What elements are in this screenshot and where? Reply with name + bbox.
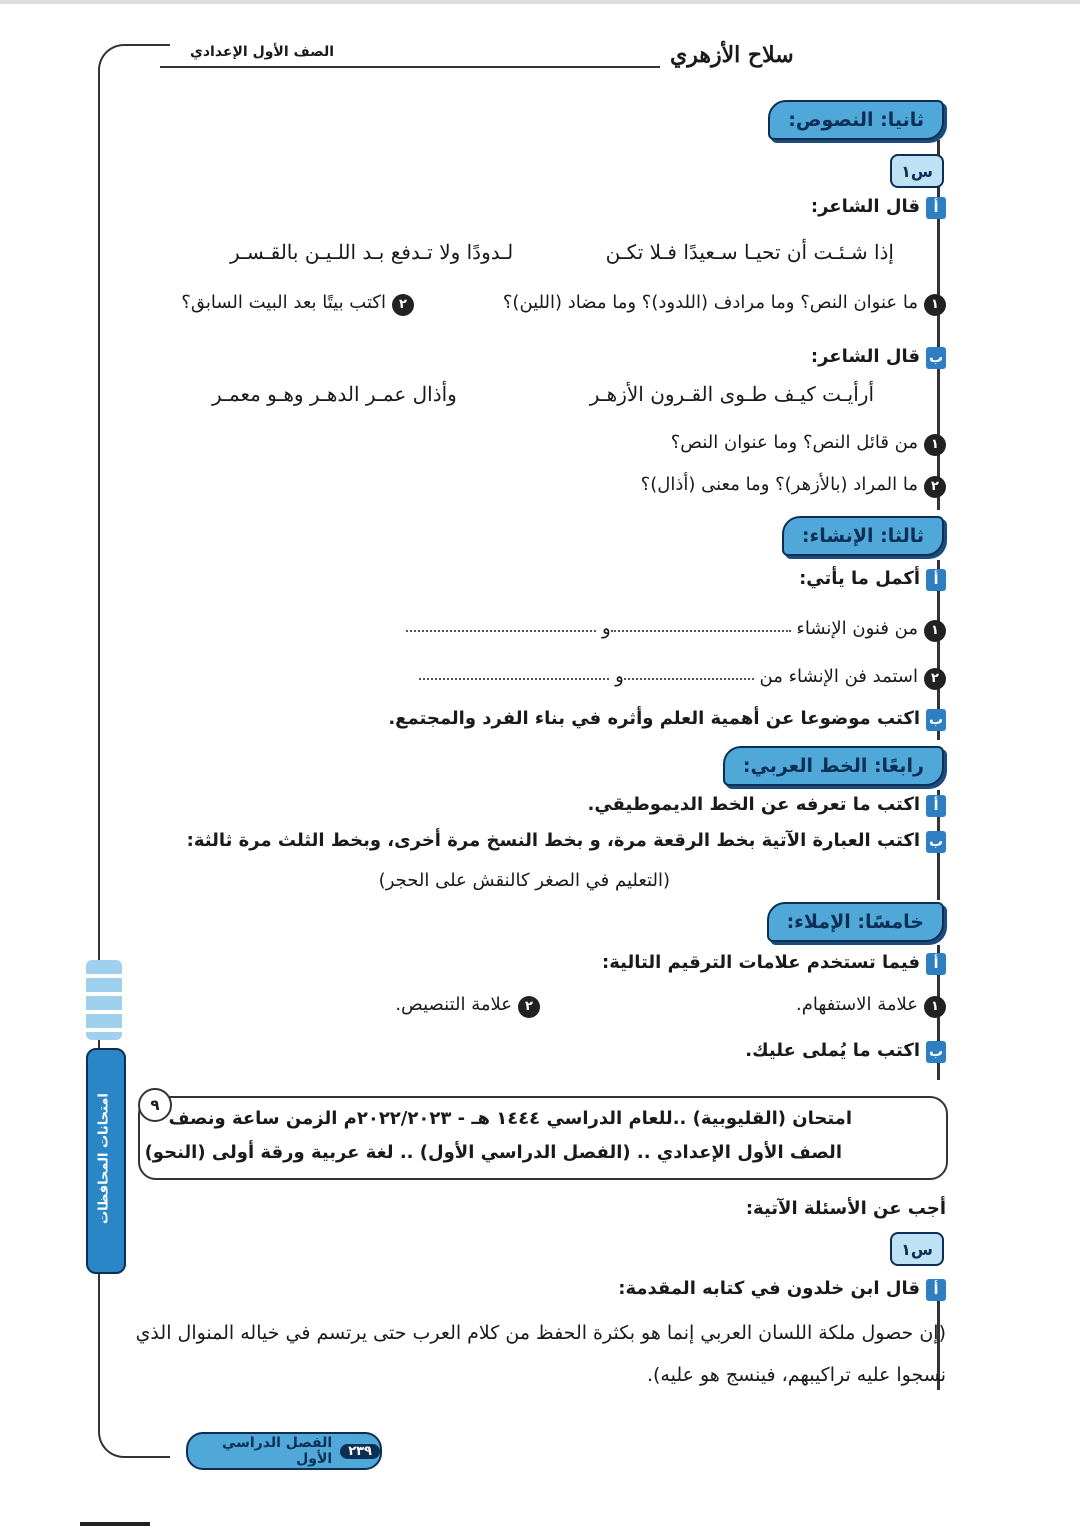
dictation-a-q1: ١علامة الاستفهام. [796,994,946,1018]
question-label: س١ [890,154,944,188]
composition-a-q1: ١من فنون الإنشاء و [406,618,946,642]
texts-b-title: بقال الشاعر: [811,346,946,369]
verse1-left: لـدودًا ولا تـدفع بـد اللـيـن بالقـسـر [230,240,514,264]
exam-number-badge: ٩ [138,1088,172,1122]
top-edge [0,0,1080,4]
verse2-right: أرأيـت كيـف طـوى القـرون الأزهـر [589,382,874,406]
answer-a-title: أقال ابن خلدون في كتابه المقدمة: [618,1278,946,1301]
question-label-2: س١ [890,1232,944,1266]
verse1-right: إذا شـئـت أن تحيـا سـعيدًا فـلا تكـن [605,240,894,264]
dictation-a-title: أفيما تستخدم علامات الترقيم التالية: [602,952,946,975]
answer-quote-line-2: نسجوا عليه تراكيبهم، فينسج هو عليه). [646,1364,946,1386]
calligraphy-b-text: باكتب العبارة الآتية بخط الرقعة مرة، و بخط النسخ مرة أخرى، وبخط الثلث مرة ثالثة: [187,830,946,853]
composition-b-text: باكتب موضوعا عن أهمية العلم وأثره في بناء الفرد والمجتمع. [388,708,946,731]
composition-a-q2: ٢استمد فن الإنشاء من و [419,666,946,690]
header-grade: الصف الأول الإعدادي [190,44,335,60]
section-composition-title: ثالثا: الإنشاء: [782,516,944,556]
header-rule [160,66,660,68]
bottom-edge [80,1522,150,1526]
texts-a-title: أقال الشاعر: [811,196,946,219]
answer-instruction: أجب عن الأسئلة الآتية: [745,1198,946,1219]
composition-a-title: أأكمل ما يأتي: [799,568,946,591]
footer-badge [186,1432,382,1470]
footer-label: الفصل الدراسي الأول [221,1435,333,1467]
section-dictation-title: خامسًا: الإملاء: [767,902,944,942]
side-tab-label: امتحانات المحافظات [96,1093,112,1225]
dictation-a-q2: ٢علامة التنصيص. [395,994,540,1018]
side-decoration [86,960,122,1040]
texts-a-q1: ١ما عنوان النص؟ وما مرادف (اللدود)؟ وما مضاد (اللين)؟ [503,292,946,316]
calligraphy-phrase: (التعليم في الصغر كالنقش على الحجر) [378,870,670,891]
page-number: ٢٣٩ [340,1444,380,1459]
calligraphy-a-text: أاكتب ما تعرفه عن الخط الديموطيقي. [587,794,946,817]
verse2-left: وأذال عمـر الدهـر وهـو معمـر [212,382,457,406]
texts-b-q2: ٢ما المراد (بالأزهر)؟ وما معنى (أذال)؟ [641,474,946,498]
dictation-b-text: باكتب ما يُملى عليك. [745,1040,946,1063]
texts-a-q2: ٢اكتب بيتًا بعد البيت السابق؟ [181,292,414,316]
marker-a: أ [926,197,946,219]
exam-line-2: الصف الأول الإعدادي .. (الفصل الدراسي الأول) .. لغة عربية ورقة أولى (النحو) [144,1142,842,1163]
marker-b: ب [926,347,946,369]
answer-quote-line-1: (إن حصول ملكة اللسان العربي إنما هو بكثرة الحفظ من كلام العرب حتى يرتسم في خياله المنوال الذي [135,1322,946,1344]
header-brand-logo: سلاح الأزهري [670,42,794,68]
exam-line-1: امتحان (القليوبية) ..للعام الدراسي ١٤٤٤ هـ - ٢٠٢٢/٢٠٢٣م الزمن ساعة ونصف [168,1108,852,1129]
texts-b-q1: ١من قائل النص؟ وما عنوان النص؟ [671,432,946,456]
section-calligraphy-title: رابعًا: الخط العربي: [723,746,944,786]
section-texts-title: ثانيا: النصوص: [768,100,944,140]
